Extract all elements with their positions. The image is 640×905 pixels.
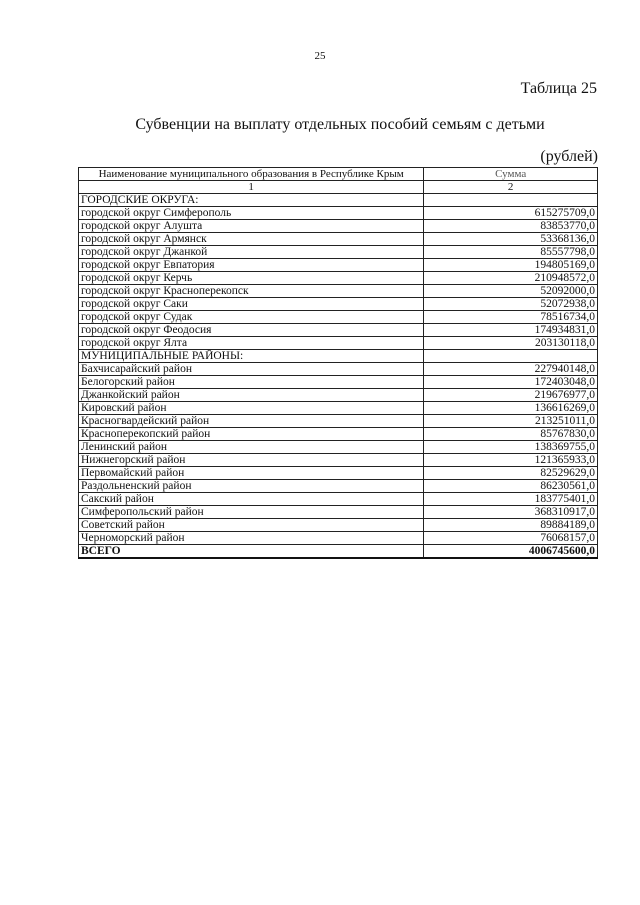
table-row <box>79 207 598 220</box>
municipality-name: Нижнегорский район <box>79 454 424 467</box>
table-row <box>79 519 598 532</box>
municipality-name: Первомайский район <box>79 467 424 480</box>
municipality-name: Сакский район <box>79 493 424 506</box>
table-row <box>79 532 598 545</box>
table-row <box>79 324 598 337</box>
table-row <box>79 428 598 441</box>
amount-cell: 172403048,0 <box>424 376 598 389</box>
page-number: 25 <box>314 50 326 62</box>
table-row <box>79 272 598 285</box>
section-title: ГОРОДСКИЕ ОКРУГА: <box>79 194 424 207</box>
amount-cell: 76068157,0 <box>424 532 598 545</box>
amount-cell: 136616269,0 <box>424 402 598 415</box>
table-row <box>79 246 598 259</box>
total-label: ВСЕГО <box>79 545 424 559</box>
amount-cell: 194805169,0 <box>424 259 598 272</box>
municipality-name: городской округ Феодосия <box>79 324 424 337</box>
municipality-name: Советский район <box>79 519 424 532</box>
amount-cell: 52072938,0 <box>424 298 598 311</box>
amount-cell: 85767830,0 <box>424 428 598 441</box>
table-row <box>79 480 598 493</box>
municipality-name: Джанкойский район <box>79 389 424 402</box>
subvention-table <box>78 167 598 559</box>
header-sum: Сумма <box>424 168 598 181</box>
column-number-row <box>79 181 598 194</box>
amount-cell: 52092000,0 <box>424 285 598 298</box>
municipality-name: городской округ Армянск <box>79 233 424 246</box>
table-row <box>79 220 598 233</box>
table-row <box>79 311 598 324</box>
amount-cell: 203130118,0 <box>424 337 598 350</box>
total-amount: 4006745600,0 <box>424 545 598 559</box>
municipality-name: Бахчисарайский район <box>79 363 424 376</box>
amount-cell: 121365933,0 <box>424 454 598 467</box>
municipality-name: городской округ Саки <box>79 298 424 311</box>
amount-cell: 210948572,0 <box>424 272 598 285</box>
municipality-name: Симферопольский район <box>79 506 424 519</box>
amount-cell <box>424 194 598 207</box>
table-row <box>79 402 598 415</box>
municipality-name: городской округ Керчь <box>79 272 424 285</box>
table-row <box>79 259 598 272</box>
table-row <box>79 493 598 506</box>
table-row <box>79 298 598 311</box>
table-row <box>79 441 598 454</box>
table-row <box>79 506 598 519</box>
total-row <box>79 545 598 559</box>
table-row <box>79 233 598 246</box>
municipality-name: Белогорский район <box>79 376 424 389</box>
amount-cell: 368310917,0 <box>424 506 598 519</box>
municipality-name: Кировский район <box>79 402 424 415</box>
amount-cell: 83853770,0 <box>424 220 598 233</box>
amount-cell: 53368136,0 <box>424 233 598 246</box>
table-label: Таблица 25 <box>520 80 597 97</box>
unit-label: (рублей) <box>540 148 598 165</box>
table-row <box>79 415 598 428</box>
amount-cell <box>424 350 598 363</box>
amount-cell: 89884189,0 <box>424 519 598 532</box>
amount-cell: 174934831,0 <box>424 324 598 337</box>
document-title: Субвенции на выплату отдельных пособий семьям с детьми <box>135 116 545 133</box>
section-row <box>79 350 598 363</box>
column-number-2: 2 <box>424 181 598 194</box>
table-row <box>79 389 598 402</box>
table-row <box>79 337 598 350</box>
municipality-name: Черноморский район <box>79 532 424 545</box>
table-row <box>79 363 598 376</box>
amount-cell: 227940148,0 <box>424 363 598 376</box>
municipality-name: Ленинский район <box>79 441 424 454</box>
amount-cell: 213251011,0 <box>424 415 598 428</box>
amount-cell: 219676977,0 <box>424 389 598 402</box>
column-number-1: 1 <box>79 181 424 194</box>
amount-cell: 86230561,0 <box>424 480 598 493</box>
municipality-name: Красноперекопский район <box>79 428 424 441</box>
municipality-name: городской округ Алушта <box>79 220 424 233</box>
table-row <box>79 285 598 298</box>
amount-cell: 78516734,0 <box>424 311 598 324</box>
municipality-name: городской округ Судак <box>79 311 424 324</box>
section-row <box>79 194 598 207</box>
amount-cell: 138369755,0 <box>424 441 598 454</box>
amount-cell: 183775401,0 <box>424 493 598 506</box>
municipality-name: городской округ Ялта <box>79 337 424 350</box>
municipality-name: городской округ Евпатория <box>79 259 424 272</box>
table-header-row <box>79 168 598 181</box>
municipality-name: городской округ Красноперекопск <box>79 285 424 298</box>
table-row <box>79 467 598 480</box>
amount-cell: 82529629,0 <box>424 467 598 480</box>
header-name: Наименование муниципального образования в Республике Крым <box>79 168 424 181</box>
municipality-name: Раздольненский район <box>79 480 424 493</box>
amount-cell: 85557798,0 <box>424 246 598 259</box>
table-row <box>79 376 598 389</box>
municipality-name: городской округ Джанкой <box>79 246 424 259</box>
section-title: МУНИЦИПАЛЬНЫЕ РАЙОНЫ: <box>79 350 424 363</box>
table-row <box>79 454 598 467</box>
amount-cell: 615275709,0 <box>424 207 598 220</box>
municipality-name: городской округ Симферополь <box>79 207 424 220</box>
municipality-name: Красногвардейский район <box>79 415 424 428</box>
